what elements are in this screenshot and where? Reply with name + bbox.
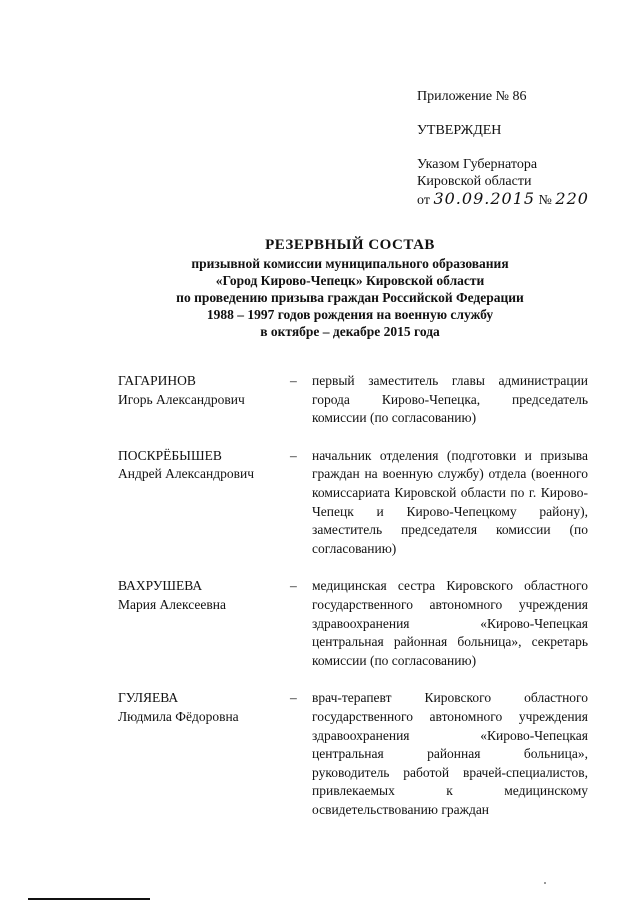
member-entry: [118, 447, 588, 559]
appendix-label: Приложение № 86: [417, 89, 527, 104]
member-role: первый заместитель главы администрации города Кирово-Чепецка, председатель комиссии (по согласованию): [312, 373, 588, 426]
member-name: [118, 372, 290, 428]
member-dash: –: [290, 373, 297, 388]
decree-line-1: Указом Губернатора: [417, 157, 538, 172]
member-role: начальник отделения (подготовки и призыва граждан на военную службу) отдела (военного комиссариата Кировской области по г. Кирово-Чепецк и Кирово-Чепецкому району), заместитель председателя комиссии (по согласованию): [312, 447, 588, 556]
member-given-names: Игорь Александрович: [118, 391, 245, 407]
approved-label: УТВЕРЖДЕН: [417, 123, 502, 138]
member-name: [118, 577, 290, 670]
member-entry: [118, 372, 588, 428]
member-given-names: Мария Алексеевна: [118, 596, 226, 612]
heading-line-5: в октябре – декабре 2015 года: [260, 324, 440, 339]
document-title: РЕЗЕРВНЫЙ СОСТАВ: [265, 237, 435, 253]
footer-rule: [28, 898, 150, 900]
member-name: [118, 447, 290, 559]
handwritten-number: 220: [555, 189, 589, 208]
scan-speck: [544, 882, 546, 884]
member-entry: [118, 689, 588, 819]
member-entry: [118, 577, 588, 670]
heading-line-3: по проведению призыва граждан Российской Федерации: [176, 290, 524, 305]
member-surname: ГУЛЯЕВА: [118, 690, 179, 706]
member-surname: ПОСКРЁБЫШЕВ: [118, 447, 222, 463]
member-dash: –: [290, 690, 297, 706]
member-dash: –: [290, 578, 297, 594]
date-prefix: от: [417, 193, 430, 208]
document-heading: [140, 235, 560, 340]
approval-block: [417, 88, 617, 209]
member-given-names: Андрей Александрович: [118, 466, 255, 482]
member-surname: ВАХРУШЕВА: [118, 578, 203, 594]
number-prefix: №: [538, 193, 552, 208]
decree-line-2: Кировской области: [417, 174, 532, 189]
heading-line-4: 1988 – 1997 годов рождения на военную службу: [206, 307, 494, 322]
member-role: врач-терапевт Кировского областного государственного автономного учреждения здравоохранения «Кирово-Чепецкая центральная районная больница», руководитель работой врачей-специалистов, привлекаемых к медицинскому освидетельствованию граждан: [312, 690, 588, 817]
decree-date-number: [417, 190, 617, 209]
heading-line-1: призывной комиссии муниципального образования: [191, 256, 509, 271]
heading-line-2: «Город Кирово-Чепецк» Кировской области: [215, 273, 485, 288]
member-name: [118, 689, 290, 819]
member-given-names: Людмила Фёдоровна: [118, 708, 239, 724]
members-list: [118, 372, 588, 819]
member-surname: ГАГАРИНОВ: [118, 373, 196, 388]
member-dash: –: [290, 447, 297, 463]
member-role: медицинская сестра Кировского областного государственного автономного учреждения здравоохранения «Кирово-Чепецкая центральная районная больница», секретарь комиссии (по согласованию): [312, 578, 588, 668]
handwritten-date: 30.09.2015: [433, 189, 536, 208]
